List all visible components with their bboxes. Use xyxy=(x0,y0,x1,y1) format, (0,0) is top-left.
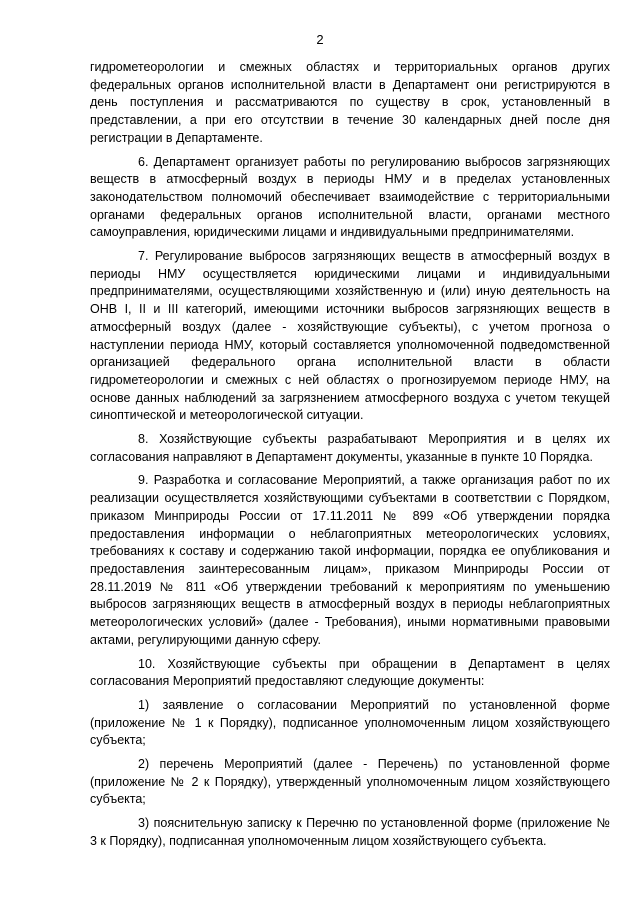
subitem-2: 2) перечень Мероприятий (далее - Перечень) по установленной форме (приложение № 2 к Порядку), утвержденный уполномоченным лицом хозяйствующего субъекта; xyxy=(90,757,610,807)
page-number: 2 xyxy=(316,32,324,47)
paragraph-item-8: 8. Хозяйствующие субъекты разрабатывают Мероприятия и в целях их согласования направляют в Департамент документы, указанные в пункте 10 Порядка. xyxy=(90,432,610,464)
paragraph-item-10: 10. Хозяйствующие субъекты при обращении в Департамент в целях согласования Мероприятий предоставляют следующие документы: xyxy=(90,656,610,689)
subitem-3: 3) пояснительную записку к Перечню по установленной форме (приложение № 3 к Порядку), подписанная уполномоченным лицом хозяйствующего субъекта. xyxy=(90,816,610,848)
document-body xyxy=(90,59,610,857)
paragraph-item-7: 7. Регулирование выбросов загрязняющих веществ в атмосферный воздух в периоды НМУ осуществляется юридическими лицами и индивидуальными предпринимателями, осуществляющими хозяйственную и (или) иную деятельность на ОНВ I, II и III категорий, имеющими источники выбросов загрязняющих веществ в атмосферный воздух (далее - хозяйствующие субъекты), с учетом прогноза о наступлении периода НМУ, который составляется уполномоченной подведомственной организацией федерального органа исполнительной власти в области гидрометеорологии и смежных с ней областях о прогнозируемом периоде НМУ, на основе данных наблюдений за загрязнением атмосферного воздуха с учетом текущей синоптической и метеорологической ситуации. xyxy=(90,249,610,423)
paragraph-continuation: гидрометеорологии и смежных областях и территориальных органов других федеральных органов исполнительной власти в Департамент они регистрируются в день поступления и рассматриваются по существу в срок, установленный в представлении, а при его отсутствии в течение 30 календарных дней после дня регистрации в Департаменте. xyxy=(90,60,610,145)
paragraph-item-6: 6. Департамент организует работы по регулированию выбросов загрязняющих веществ в атмосферный воздух в периоды НМУ и в пределах установленных законодательством полномочий обеспечивает взаимодействие с территориальными органами федеральных органов исполнительной власти, органами местного самоуправления, юридическими лицами и индивидуальными предпринимателями. xyxy=(90,154,610,240)
subitem-1: 1) заявление о согласовании Мероприятий по установленной форме (приложение № 1 к Порядку), подписанное уполномоченным лицом хозяйствующего субъекта; xyxy=(90,697,610,748)
paragraph-item-9: 9. Разработка и согласование Мероприятий, а также организация работ по их реализации осуществляется хозяйствующими субъектами в соответствии с Порядком, приказом Минприроды России от 17.11.2011 № 899 «Об утверждении порядка предоставления информации о неблагоприятных метеорологических условиях, требованиях к составу и содержанию такой информации, порядка ее опубликования и предоставления заинтересованным лицам», приказом Минприроды России от 28.11.2019 № 811 «Об утверждении требований к мероприятиям по уменьшению выбросов загрязняющих веществ в атмосферный воздух в периоды неблагоприятных метеорологических условий» (далее - Требования), иными нормативными правовыми актами, регулирующими данную сферу. xyxy=(90,473,610,647)
